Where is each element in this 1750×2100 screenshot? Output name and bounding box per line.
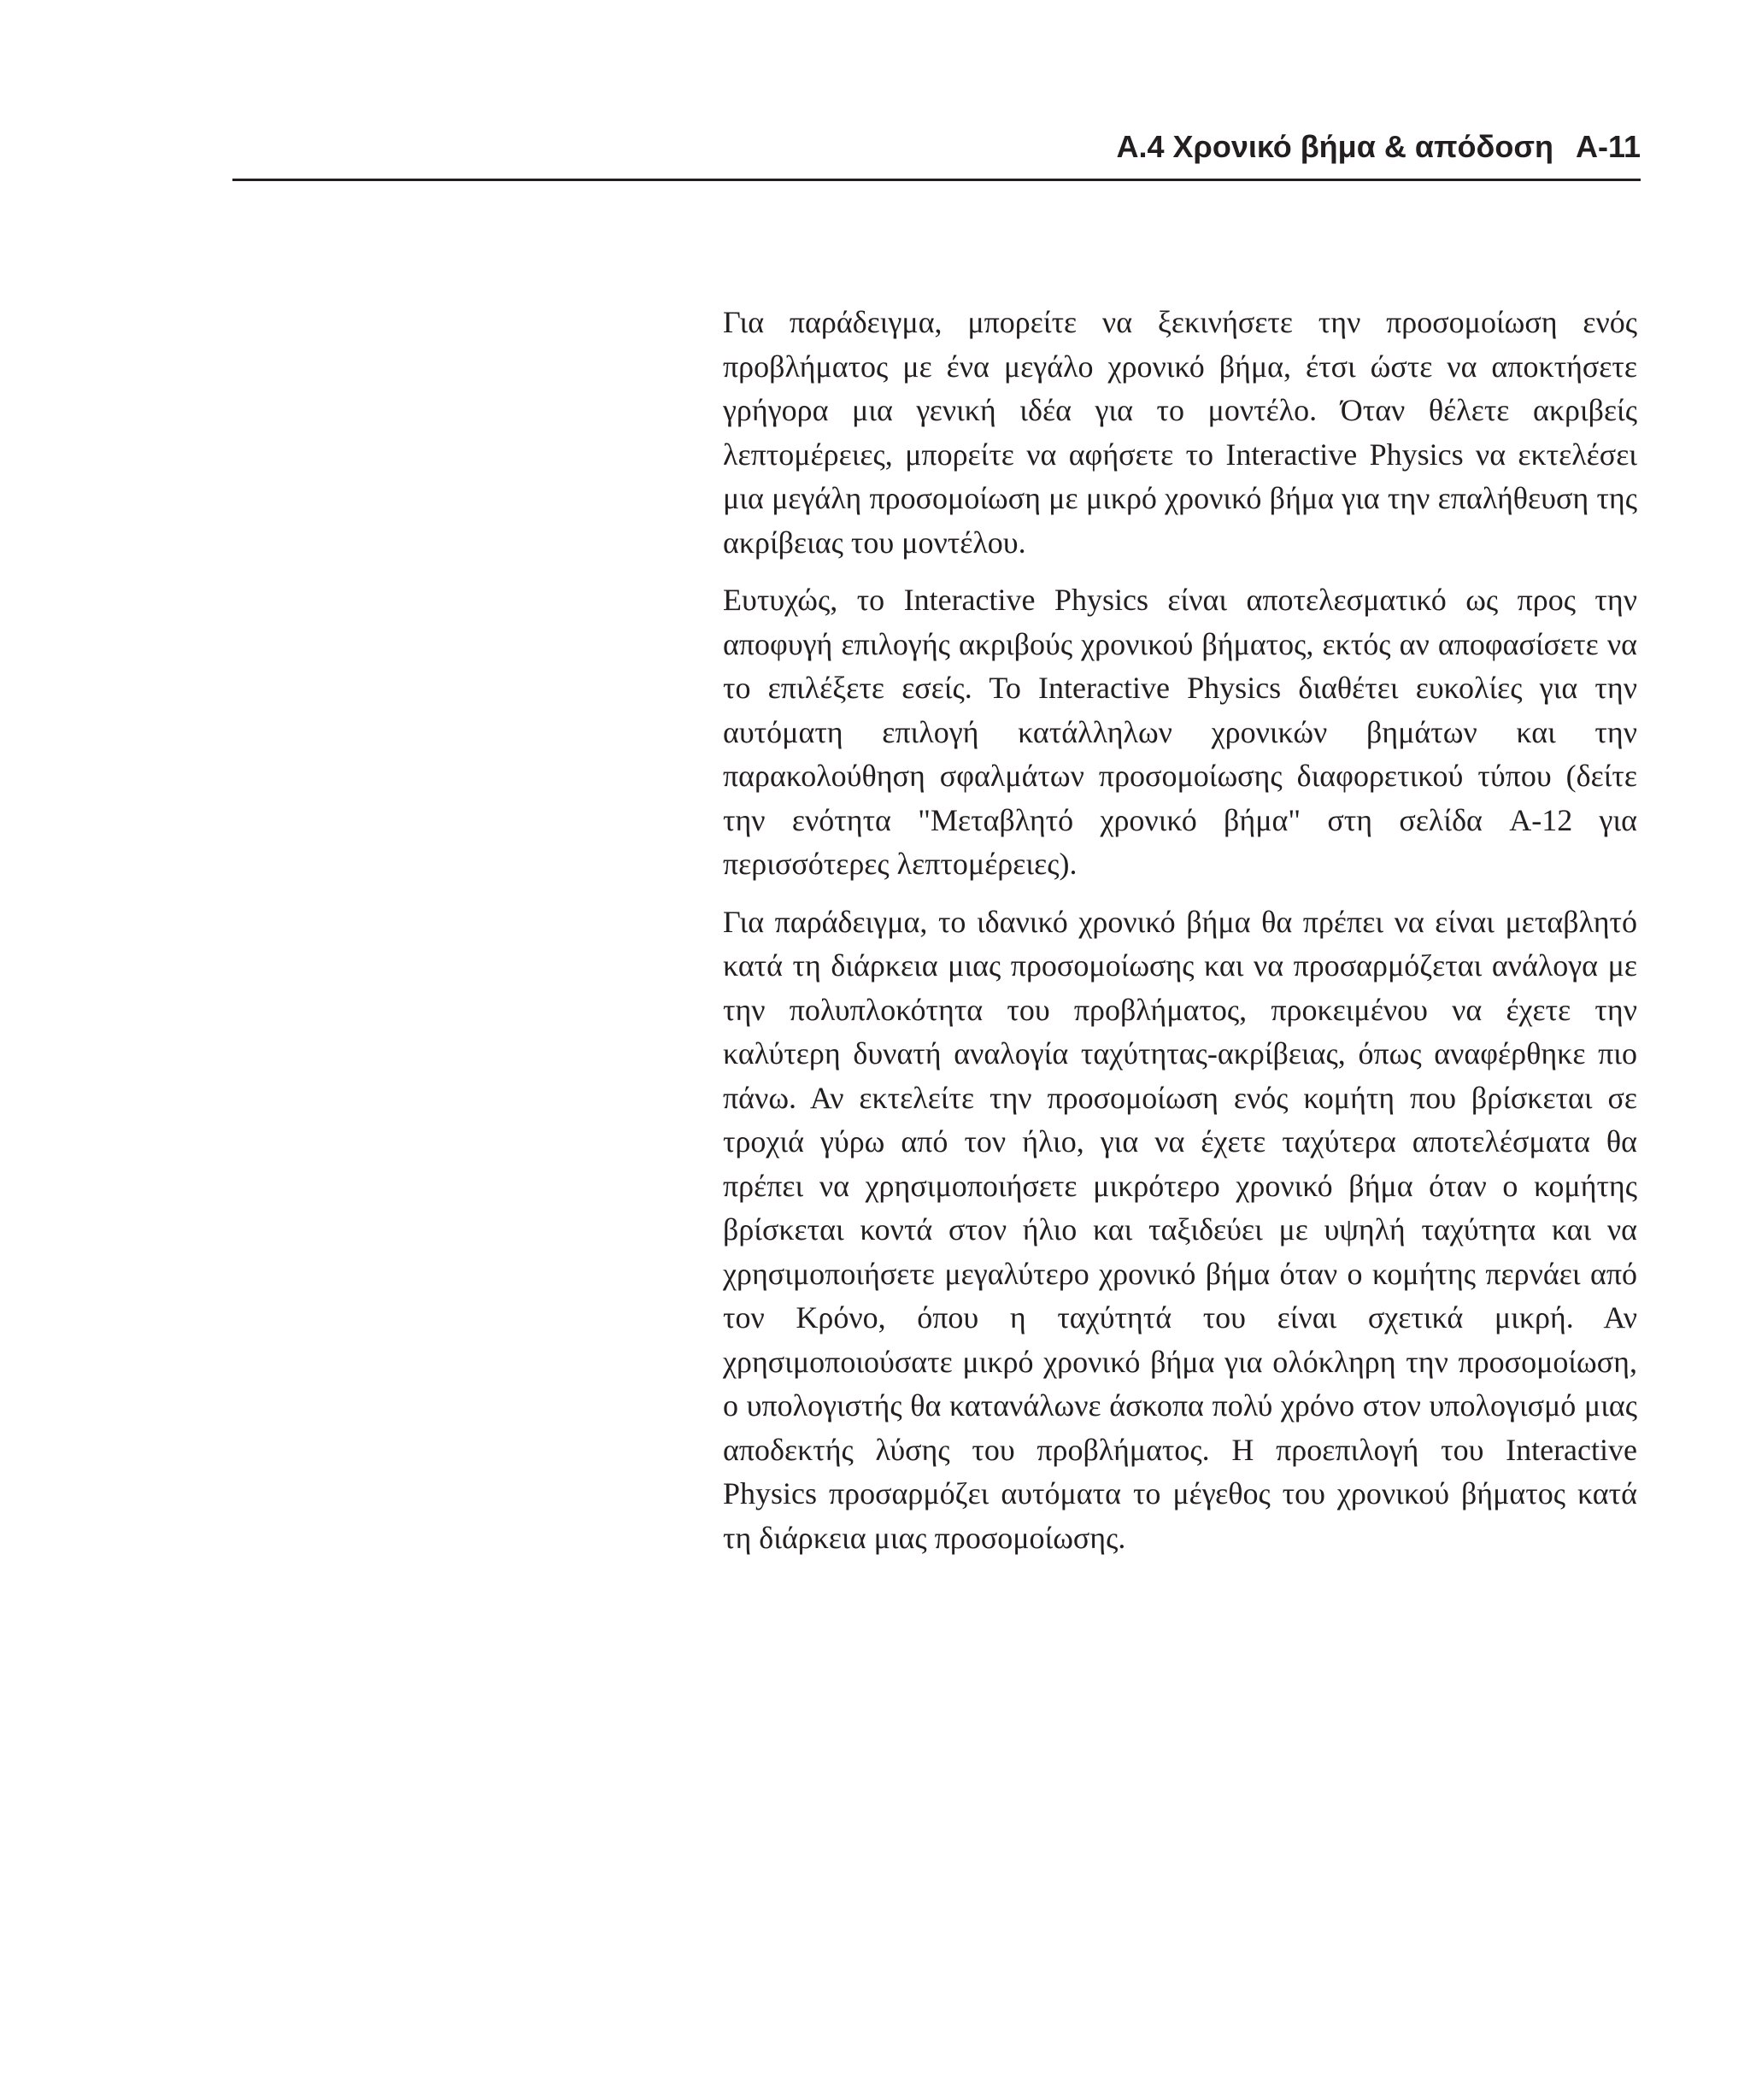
- paragraph-1: Για παράδειγμα, μπορείτε να ξεκινήσετε την προσομοίωση ενός προβλήματος με ένα μεγάλο χρονικό βήμα, έτσι ώστε να αποκτήσετε γρήγορα μια γενική ιδέα για το μοντέλο. Όταν θέλετε ακριβείς λεπτομέρειες, μπορείτε να αφήσετε το Interactive Physics να εκτελέσει μια μεγάλη προσομοίωση με μικρό χρονικό βήμα για την επαλήθευση της ακρίβειας του μοντέλου.: [723, 305, 1637, 560]
- paragraph-3: Για παράδειγμα, το ιδανικό χρονικό βήμα θα πρέπει να είναι μεταβλητό κατά τη διάρκεια μιας προσομοίωσης και να προσαρμόζεται ανάλογα με την πολυπλοκότητα του προβλήματος, προκειμένου να έχετε την καλύτερη δυνατή αναλογία ταχύτητας-ακρίβειας, όπως αναφέρθηκε πιο πάνω. Αν εκτελείτε την προσομοίωση ενός κομήτη που βρίσκεται σε τροχιά γύρω από τον ήλιο, για να έχετε ταχύτερα αποτελέσματα θα πρέπει να χρησιμοποιήσετε μικρότερο χρονικό βήμα όταν ο κομήτης βρίσκεται κοντά στον ήλιο και ταξιδεύει με υψηλή ταχύτητα και να χρησιμοποιήσετε μεγαλύτερο χρονικό βήμα όταν ο κομήτης περνάει από τον Κρόνο, όπου η ταχύτητά του είναι σχετικά μικρή. Αν χρησιμοποιούσατε μικρό χρονικό βήμα για ολόκληρη την προσομοίωση, ο υπολογιστής θα κατανάλωνε άσκοπα πολύ χρόνο στον υπολογισμό μιας αποδεκτής λύσης του προβλήματος. Η προεπιλογή του Interactive Physics προσαρμόζει αυτόματα το μέγεθος του χρονικού βήματος κατά τη διάρκεια μιας προσομοίωσης.: [723, 904, 1637, 1555]
- body-text: [723, 301, 1637, 1574]
- header-rule: [232, 179, 1641, 181]
- page-number: A-11: [1575, 129, 1641, 164]
- running-header: [232, 126, 1641, 167]
- paragraph-2: Ευτυχώς, το Interactive Physics είναι αποτελεσματικό ως προς την αποφυγή επιλογής ακριβούς χρονικού βήματος, εκτός αν αποφασίσετε να το επιλέξετε εσείς. Το Interactive Physics διαθέτει ευκολίες για την αυτόματη επιλογή κατάλληλων χρονικών βημάτων και την παρακολούθηση σφαλμάτων προσομοίωσης διαφορετικού τύπου (δείτε την ενότητα "Μεταβλητό χρονικό βήμα" στη σελίδα A-12 για περισσότερες λεπτομέρειες).: [723, 583, 1637, 881]
- section-title: A.4 Χρονικό βήμα & απόδοση: [1116, 129, 1553, 164]
